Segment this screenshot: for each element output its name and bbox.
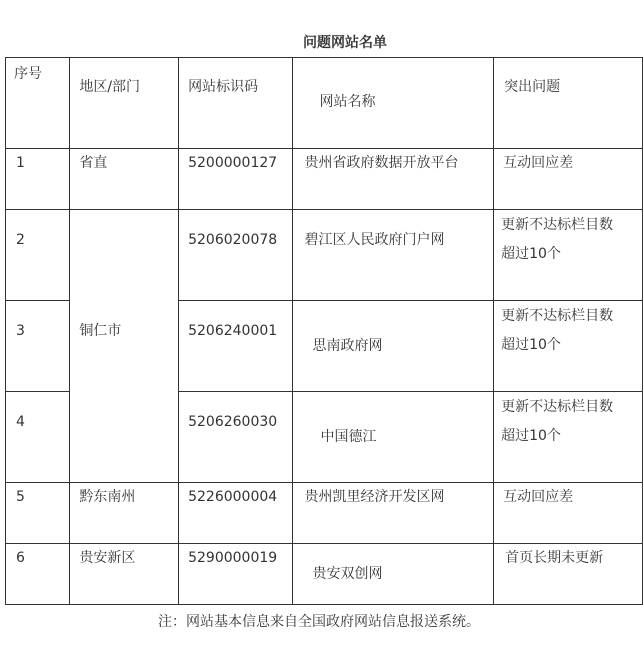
table-row: [6, 210, 643, 301]
cell-no: 2: [6, 210, 70, 301]
table-title: 问题网站名单: [303, 35, 387, 51]
cell-code: 5290000019: [179, 544, 293, 605]
table-header-row: [6, 58, 643, 149]
cell-issue: 更新不达标栏目数 超过10个: [494, 210, 643, 301]
cell-code: 5200000127: [179, 149, 293, 210]
cell-no: 5: [6, 483, 70, 544]
cell-code: 5206020078: [179, 210, 293, 301]
cell-name: 思南政府网: [293, 301, 494, 392]
cell-code: 5226000004: [179, 483, 293, 544]
cell-region-merged: 铜仁市: [70, 210, 179, 483]
table-row: [6, 544, 643, 605]
cell-name: 贵安双创网: [293, 544, 494, 605]
table-row: [6, 483, 643, 544]
problem-sites-table: [5, 57, 643, 605]
header-name: 网站名称: [293, 58, 494, 149]
header-issue: 突出问题: [494, 58, 643, 149]
cell-region: 黔东南州: [70, 483, 179, 544]
cell-name: 中国德江: [293, 392, 494, 483]
header-code: 网站标识码: [179, 58, 293, 149]
cell-issue: 首页长期未更新: [494, 544, 643, 605]
cell-name: 碧江区人民政府门户网: [293, 210, 494, 301]
cell-code: 5206240001: [179, 301, 293, 392]
cell-issue: 互动回应差: [494, 483, 643, 544]
footnote: 注：网站基本信息来自全国政府网站信息报送系统。: [158, 614, 480, 630]
cell-no: 4: [6, 392, 70, 483]
cell-code: 5206260030: [179, 392, 293, 483]
cell-name: 贵州凯里经济开发区网: [293, 483, 494, 544]
cell-name: 贵州省政府数据开放平台: [293, 149, 494, 210]
cell-issue: 更新不达标栏目数 超过10个: [494, 392, 643, 483]
cell-region: 贵安新区: [70, 544, 179, 605]
cell-issue: 更新不达标栏目数 超过10个: [494, 301, 643, 392]
cell-no: 1: [6, 149, 70, 210]
header-region: 地区/部门: [70, 58, 179, 149]
table-row: [6, 149, 643, 210]
cell-no: 3: [6, 301, 70, 392]
header-no: 序号: [6, 58, 70, 149]
cell-issue: 互动回应差: [494, 149, 643, 210]
cell-no: 6: [6, 544, 70, 605]
cell-region: 省直: [70, 149, 179, 210]
